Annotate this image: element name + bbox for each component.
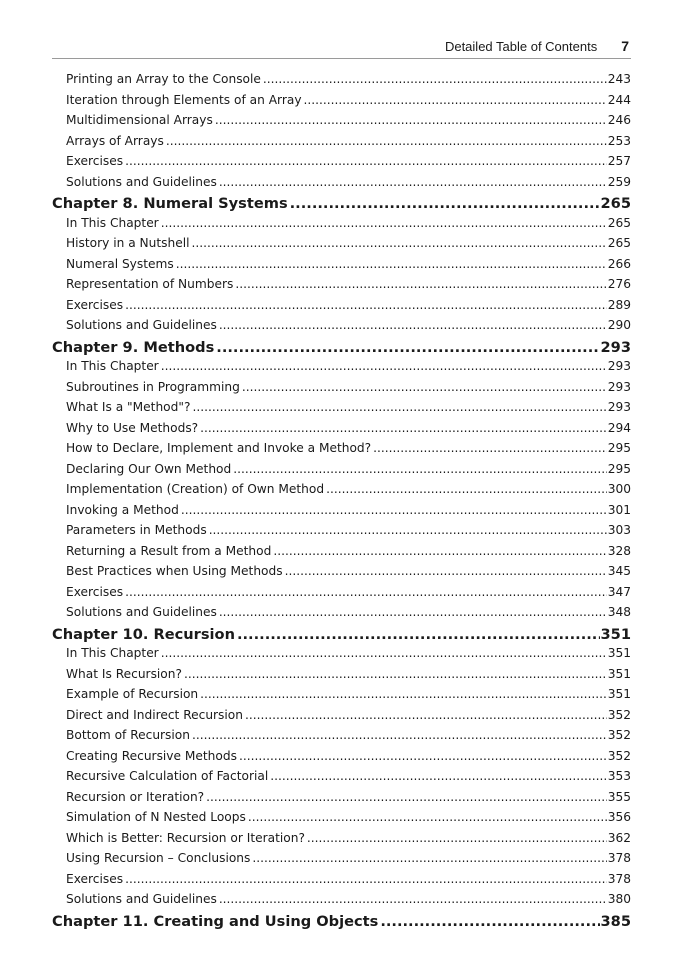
toc-section-entry[interactable] [52,728,631,749]
toc-section-entry[interactable] [52,154,631,175]
toc-entry-label: Chapter 9. Methods [52,338,215,356]
toc-entry-page-number: 347 [607,584,631,599]
dot-leader [184,667,607,681]
toc-entry-label: How to Declare, Implement and Invoke a Method? [66,441,372,455]
toc-section-entry[interactable] [52,790,631,811]
toc-entry-page-number: 244 [607,92,631,107]
toc-entry-label: Subroutines in Programming [66,379,240,394]
header-page-number: 7 [621,38,629,54]
toc-section-entry[interactable] [52,851,631,872]
toc-entry-page-number: 265 [607,236,631,250]
toc-section-entry[interactable] [52,93,631,114]
dot-leader [233,462,606,476]
toc-entry-page-number: 355 [607,789,631,804]
toc-entry-page-number: 378 [607,871,631,886]
toc-entry-label: Chapter 8. Numeral Systems [52,195,288,212]
toc-entry-label: Bottom of Recursion [66,728,190,742]
toc-entry-page-number: 301 [607,502,631,517]
toc-entry-label: Numeral Systems [66,256,174,271]
toc-entry-page-number: 259 [607,174,631,189]
dot-leader [200,687,607,701]
toc-entry-page-number: 352 [607,748,631,763]
dot-leader [209,523,607,537]
toc-entry-label: In This Chapter [66,215,159,230]
dot-leader [237,626,600,643]
toc-section-entry[interactable] [52,216,631,237]
toc-section-entry[interactable] [52,72,631,93]
toc-entry-label: Which is Better: Recursion or Iteration? [66,830,305,845]
toc-entry-page-number: 345 [607,564,631,578]
toc-entry-page-number: 380 [607,892,631,906]
toc-entry-label: Solutions and Guidelines [66,605,217,619]
toc-section-entry[interactable] [52,257,631,278]
toc-section-entry[interactable] [52,175,631,196]
toc-section-entry[interactable] [52,359,631,380]
toc-entry-label: Representation of Numbers [66,277,234,291]
toc-section-entry[interactable] [52,523,631,544]
toc-entry-label: Parameters in Methods [66,523,207,537]
toc-entry-label: Solutions and Guidelines [66,318,217,332]
toc-section-entry[interactable] [52,646,631,667]
dot-leader [215,113,607,127]
dot-leader [192,236,607,250]
toc-section-entry[interactable] [52,503,631,524]
toc-entry-label: Recursive Calculation of Factorial [66,769,269,783]
toc-entry-page-number: 351 [607,646,631,660]
toc-entry-page-number: 353 [607,769,631,783]
toc-entry-label: What Is Recursion? [66,666,182,681]
toc-section-entry[interactable] [52,872,631,893]
toc-entry-label: Chapter 11. Creating and Using Objects [52,912,379,930]
dot-leader [125,154,607,168]
toc-section-entry[interactable] [52,769,631,790]
dot-leader [263,72,607,86]
toc-section-entry[interactable] [52,667,631,688]
toc-entry-label: Chapter 10. Recursion [52,625,235,643]
toc-chapter-entry[interactable] [52,195,631,216]
dot-leader [192,728,607,742]
dot-leader [206,790,607,804]
toc-entry-label: In This Chapter [66,359,159,373]
toc-entry-page-number: 265 [600,195,631,212]
dot-leader [285,564,607,578]
toc-entry-page-number: 352 [607,728,631,742]
toc-entry-page-number: 293 [600,338,631,356]
dot-leader [219,892,607,906]
toc-chapter-entry[interactable] [52,339,631,360]
toc-entry-label: Solutions and Guidelines [66,174,217,189]
dot-leader [245,708,607,722]
toc-entry-label: Creating Recursive Methods [66,748,237,763]
dot-leader [219,605,607,619]
toc-entry-label: Declaring Our Own Method [66,461,232,476]
toc-entry-label: Simulation of N Nested Loops [66,810,246,824]
toc-entry-page-number: 351 [600,625,631,643]
toc-section-entry[interactable] [52,892,631,913]
toc-entry-page-number: 243 [607,72,631,86]
toc-entry-page-number: 356 [607,810,631,824]
toc-section-entry[interactable] [52,421,631,442]
toc-chapter-entry[interactable] [52,626,631,647]
toc-section-entry[interactable] [52,318,631,339]
toc-entry-page-number: 290 [607,318,631,332]
toc-entry-page-number: 295 [607,441,631,455]
dot-leader [125,872,607,886]
toc-entry-label: What Is a "Method"? [66,400,191,414]
toc-entry-label: In This Chapter [66,646,159,660]
dot-leader [373,441,607,455]
toc-entry-label: Exercises [66,584,124,599]
toc-section-entry[interactable] [52,380,631,401]
dot-leader [304,93,607,107]
dot-leader [273,544,606,558]
dot-leader [176,257,607,271]
toc-entry-page-number: 295 [607,461,631,476]
toc-section-entry[interactable] [52,749,631,770]
toc-section-entry[interactable] [52,544,631,565]
dot-leader [252,851,606,865]
dot-leader [181,503,607,517]
toc-entry-page-number: 294 [607,420,631,435]
toc-section-entry[interactable] [52,585,631,606]
toc-entry-page-number: 266 [607,256,631,271]
toc-entry-label: Iteration through Elements of an Array [66,92,302,107]
toc-entry-page-number: 293 [607,379,631,394]
dot-leader [166,134,607,148]
table-of-contents [52,72,631,933]
toc-entry-label: Why to Use Methods? [66,420,199,435]
toc-entry-page-number: 351 [607,687,631,701]
toc-section-entry[interactable] [52,400,631,421]
toc-entry-label: Best Practices when Using Methods [66,564,283,578]
toc-entry-page-number: 328 [607,543,631,558]
toc-section-entry[interactable] [52,462,631,483]
toc-entry-label: Example of Recursion [66,687,199,701]
toc-entry-page-number: 351 [607,666,631,681]
dot-leader [307,831,607,845]
toc-entry-label: Invoking a Method [66,502,179,517]
toc-entry-label: Exercises [66,871,124,886]
toc-entry-page-number: 300 [607,482,631,496]
toc-section-entry[interactable] [52,298,631,319]
dot-leader [219,175,607,189]
toc-section-entry[interactable] [52,564,631,585]
toc-entry-label: Returning a Result from a Method [66,543,272,558]
page-header [52,34,631,59]
dot-leader [235,277,606,291]
toc-entry-page-number: 265 [607,215,631,230]
dot-leader [326,482,607,496]
dot-leader [161,216,607,230]
toc-section-entry[interactable] [52,810,631,831]
dot-leader [290,195,600,212]
toc-entry-label: Exercises [66,297,124,312]
toc-entry-label: Recursion or Iteration? [66,789,205,804]
toc-entry-page-number: 362 [607,830,631,845]
toc-entry-label: Exercises [66,154,124,168]
toc-entry-label: Arrays of Arrays [66,133,164,148]
toc-entry-page-number: 348 [607,605,631,619]
toc-entry-page-number: 352 [607,707,631,722]
dot-leader [380,913,599,930]
toc-entry-page-number: 246 [607,113,631,127]
toc-entry-label: Solutions and Guidelines [66,892,217,906]
dot-leader [270,769,607,783]
toc-entry-page-number: 289 [607,297,631,312]
toc-section-entry[interactable] [52,687,631,708]
toc-entry-page-number: 378 [607,851,631,865]
toc-section-entry[interactable] [52,831,631,852]
dot-leader [239,749,607,763]
dot-leader [200,421,607,435]
toc-entry-label: History in a Nutshell [66,236,190,250]
toc-entry-page-number: 257 [607,154,631,168]
toc-section-entry[interactable] [52,605,631,626]
toc-section-entry[interactable] [52,441,631,462]
dot-leader [242,380,607,394]
toc-section-entry[interactable] [52,134,631,155]
toc-entry-page-number: 253 [607,133,631,148]
toc-entry-label: Multidimensional Arrays [66,113,213,127]
toc-entry-page-number: 303 [607,523,631,537]
dot-leader [161,359,607,373]
dot-leader [125,585,607,599]
dot-leader [192,400,606,414]
dot-leader [125,298,607,312]
toc-section-entry[interactable] [52,482,631,503]
dot-leader [161,646,607,660]
toc-section-entry[interactable] [52,277,631,298]
toc-entry-label: Direct and Indirect Recursion [66,707,243,722]
header-title: Detailed Table of Contents [444,38,598,54]
toc-section-entry[interactable] [52,236,631,257]
toc-entry-label: Implementation (Creation) of Own Method [66,482,325,496]
toc-entry-page-number: 276 [607,277,631,291]
toc-section-entry[interactable] [52,708,631,729]
toc-entry-label: Printing an Array to the Console [66,72,261,86]
toc-entry-page-number: 293 [607,359,631,373]
toc-chapter-entry[interactable] [52,913,631,934]
toc-entry-page-number: 293 [607,400,631,414]
dot-leader [219,318,607,332]
toc-entry-page-number: 385 [600,912,631,930]
toc-entry-label: Using Recursion – Conclusions [66,851,251,865]
toc-section-entry[interactable] [52,113,631,134]
dot-leader [216,339,599,356]
dot-leader [248,810,607,824]
